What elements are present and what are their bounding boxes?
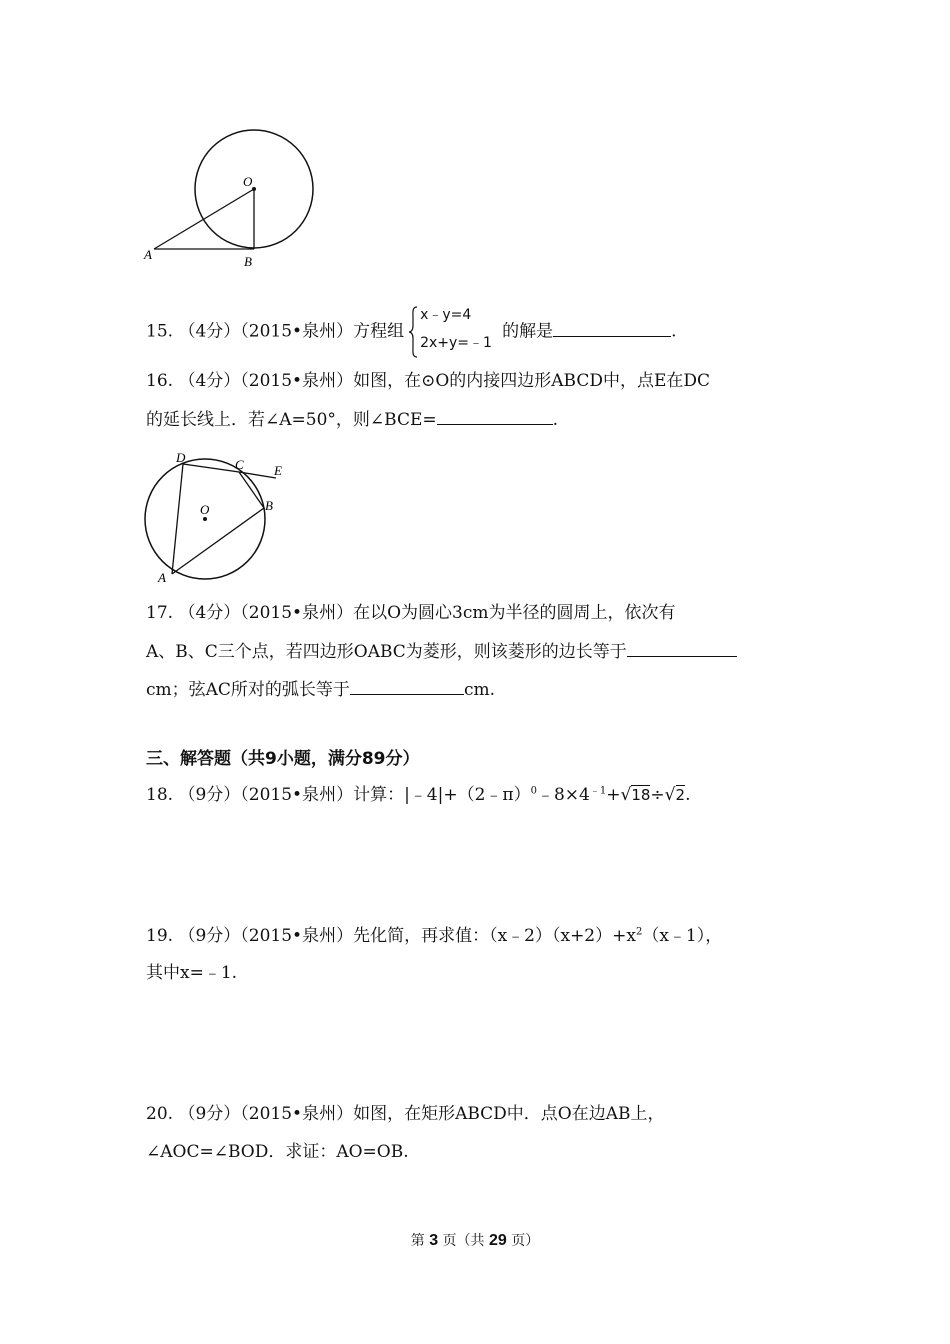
label-a: A xyxy=(144,247,152,262)
question-17-line-1 xyxy=(146,602,675,624)
question-16-line-1 xyxy=(146,370,710,392)
q16-number: 16. xyxy=(146,371,174,391)
q20-text-1: 如图，在矩形ABCD中．点O在边AB上， xyxy=(353,1104,665,1124)
q15-score: （4分） xyxy=(178,321,241,342)
q17-source: （2015•泉州） xyxy=(240,603,354,623)
footer-suffix: 页） xyxy=(511,1233,540,1249)
left-brace-icon xyxy=(408,306,418,358)
q16-end: . xyxy=(552,410,559,430)
q19-text-2: （x﹣1）， xyxy=(642,926,723,946)
q19-source: （2015•泉州） xyxy=(240,926,354,946)
question-17-line-3 xyxy=(146,678,495,701)
section-3-heading: 三、解答题（共9小题，满分89分） xyxy=(146,749,420,769)
q17-answer-blank-2 xyxy=(350,678,464,695)
q19-condition: 其中x=﹣1. xyxy=(146,963,238,983)
q18-end: . xyxy=(685,785,691,805)
question-20-line-1 xyxy=(146,1103,665,1125)
label-o: O xyxy=(200,502,210,517)
q18-exponent-0: 0 xyxy=(530,785,537,797)
q18-divide: ÷ xyxy=(650,785,665,805)
question-19-line-1 xyxy=(146,925,722,947)
label-e: E xyxy=(274,463,282,478)
q15-text-after: 的解是 xyxy=(502,321,554,342)
q17-text-2: A、B、C三个点，若四边形OABC为菱形，则该菱形的边长等于 xyxy=(146,642,627,662)
label-b: B xyxy=(244,254,252,269)
equation-2: 2x+y=﹣1 xyxy=(420,335,492,351)
q17-score: （4分） xyxy=(178,603,241,623)
q18-number: 18. xyxy=(146,785,174,805)
label-o: O xyxy=(243,174,253,189)
extension-ce xyxy=(239,472,276,478)
q17-answer-blank-1 xyxy=(627,640,737,657)
q20-number: 20. xyxy=(146,1104,174,1124)
q20-text-2: ∠AOC=∠BOD．求证：AO=OB. xyxy=(146,1142,409,1162)
sqrt-icon: √ xyxy=(664,785,676,805)
q16-text-2: 的延长线上．若∠A=50°，则∠BCE= xyxy=(146,410,437,430)
q19-text: 先化简，再求值：（x﹣2）（x+2）+x xyxy=(353,926,636,946)
label-b: B xyxy=(265,498,273,513)
figure-circle-tangent xyxy=(140,125,330,270)
question-15 xyxy=(146,306,676,358)
footer-total-pages: 29 xyxy=(489,1232,507,1249)
q18-mid: ﹣8×4 xyxy=(536,785,590,805)
center-dot xyxy=(252,187,256,191)
q15-answer-blank xyxy=(553,320,671,337)
q20-score: （9分） xyxy=(178,1104,241,1124)
q18-exponent-neg1: ﹣1 xyxy=(589,785,607,797)
question-17-line-2 xyxy=(146,640,737,663)
q17-text-3a: cm；弦AC所对的弧长等于 xyxy=(146,680,350,700)
q16-answer-blank xyxy=(437,408,553,425)
segment-ao xyxy=(154,189,254,249)
label-d: D xyxy=(176,450,186,465)
q18-radicand-2: 2 xyxy=(675,786,686,804)
label-a: A xyxy=(158,570,166,585)
question-20-line-2 xyxy=(146,1141,409,1163)
q20-source: （2015•泉州） xyxy=(240,1104,354,1124)
q16-score: （4分） xyxy=(178,371,241,391)
q15-end: . xyxy=(671,321,677,342)
q18-source: （2015•泉州） xyxy=(240,785,354,805)
q16-source: （2015•泉州） xyxy=(240,371,354,391)
label-c: C xyxy=(235,457,244,472)
question-18 xyxy=(146,784,690,806)
equation-1: x﹣y=4 xyxy=(420,307,472,323)
q19-score: （9分） xyxy=(178,926,241,946)
q17-number: 17. xyxy=(146,603,174,623)
question-19-line-2 xyxy=(146,962,237,984)
sqrt-icon: √ xyxy=(620,785,632,805)
equation-system xyxy=(408,306,498,358)
q15-source: （2015•泉州） xyxy=(240,321,354,342)
q15-number: 15. xyxy=(146,321,174,342)
q17-text-3b: cm. xyxy=(463,680,495,700)
q17-text-1: 在以O为圆心3cm为半径的圆周上，依次有 xyxy=(353,603,676,623)
q18-radicand-1: 18 xyxy=(631,786,651,804)
footer-page-number: 3 xyxy=(429,1232,439,1249)
q18-plus: + xyxy=(606,785,621,805)
q19-number: 19. xyxy=(146,926,174,946)
figure-cyclic-quadrilateral xyxy=(138,448,298,588)
q18-text: 计算：|﹣4|+（2﹣π） xyxy=(353,785,531,805)
footer-prefix: 第 xyxy=(410,1233,425,1249)
footer-mid: 页（共 xyxy=(442,1233,485,1249)
q16-text-1: 如图，在⊙O的内接四边形ABCD中，点E在DC xyxy=(353,371,711,391)
center-dot xyxy=(203,517,207,521)
q19-exponent: 2 xyxy=(635,926,643,938)
q18-score: （9分） xyxy=(178,785,241,805)
question-16-line-2 xyxy=(146,408,558,431)
page-footer xyxy=(0,1230,950,1250)
q15-text: 方程组 xyxy=(353,321,405,342)
